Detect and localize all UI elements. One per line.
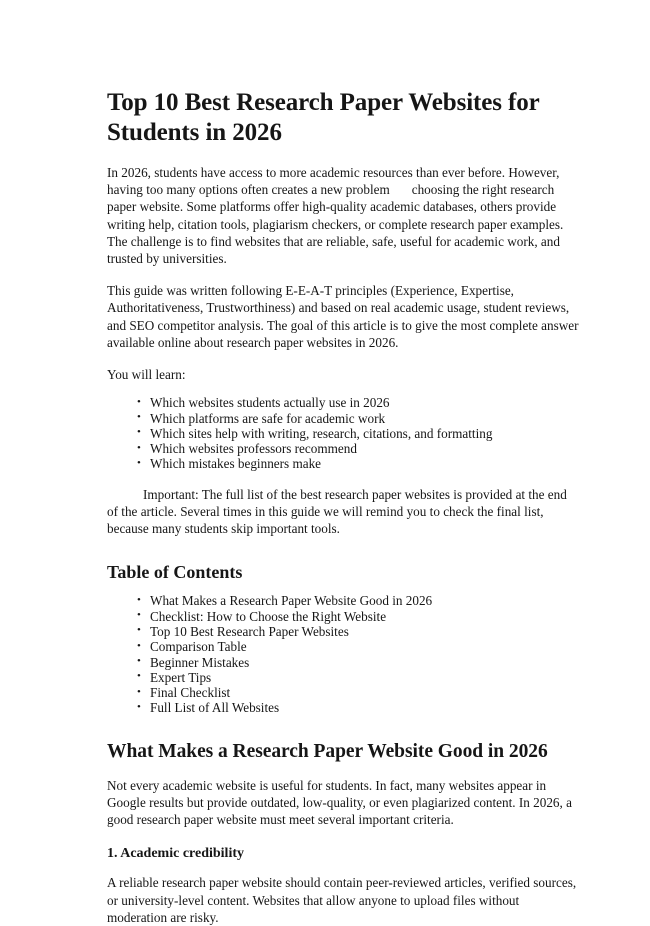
toc-item[interactable]: • Final Checklist: [142, 685, 581, 700]
toc-item[interactable]: • Beginner Mistakes: [142, 655, 581, 670]
sub-heading-academic-credibility: 1. Academic credibility: [107, 846, 244, 862]
table-of-contents-list: [107, 593, 581, 715]
important-note: Important: The full list of the best research paper websites is provided at the end of the article. Several times in this guide we will remind you to check the final list, because many students skip important tools.: [107, 486, 567, 537]
list-item: • Which websites students actually use in 2026: [142, 395, 581, 410]
section-heading-what-makes-good: What Makes a Research Paper Website Good in 2026: [107, 740, 548, 762]
intro-paragraph: [107, 164, 581, 267]
intro-paragraph-part1: In 2026, students have access to more academic resources than ever before. However, having too many options often creates a new problem: [107, 165, 560, 198]
list-item: • Which sites help with writing, research, citations, and formatting: [142, 426, 581, 441]
list-item: • Which websites professors recommend: [142, 441, 581, 456]
intro-paragraph-part2: choosing the right research paper website. Some platforms offer high-quality academic databases, others provide writing help, citation tools, plagiarism checkers, or complete research paper examples. The challenge is to find websites that are reliable, safe, useful for academic work, and trusted by universities.: [107, 182, 564, 267]
toc-item[interactable]: • Full List of All Websites: [142, 700, 581, 715]
toc-item[interactable]: • Checklist: How to Choose the Right Website: [142, 609, 581, 624]
list-item: • Which platforms are safe for academic work: [142, 411, 581, 426]
learn-lead-in: You will learn:: [107, 367, 186, 383]
toc-item[interactable]: • Expert Tips: [142, 670, 581, 685]
section-paragraph: Not every academic website is useful for students. In fact, many websites appear in Google results but provide outdated, low-quality, or even plagiarized content. In 2026, a good research paper website must meet several important criteria.: [107, 777, 572, 828]
table-of-contents-heading: Table of Contents: [107, 562, 243, 583]
toc-item[interactable]: • Top 10 Best Research Paper Websites: [142, 624, 581, 639]
toc-item[interactable]: • Comparison Table: [142, 639, 581, 654]
list-item: • Which mistakes beginners make: [142, 456, 581, 471]
guide-paragraph: This guide was written following E-E-A-T principles (Experience, Expertise, Authoritativeness, Trustworthiness) and based on real academic usage, student reviews, and SEO competitor analysis. The goal of this article is to give the most complete answer available online about research paper websites in 2026.: [107, 283, 579, 350]
criteria-1-paragraph: A reliable research paper website should contain peer-reviewed articles, verified sources, or university-level content. Websites that allow anyone to upload files without moderation are risky.: [107, 875, 577, 925]
page-title: Top 10 Best Research Paper Websites for Students in 2026: [107, 89, 540, 146]
toc-item[interactable]: • What Makes a Research Paper Website Good in 2026: [142, 593, 581, 608]
learn-list: [107, 395, 581, 471]
document-body: [107, 88, 581, 926]
